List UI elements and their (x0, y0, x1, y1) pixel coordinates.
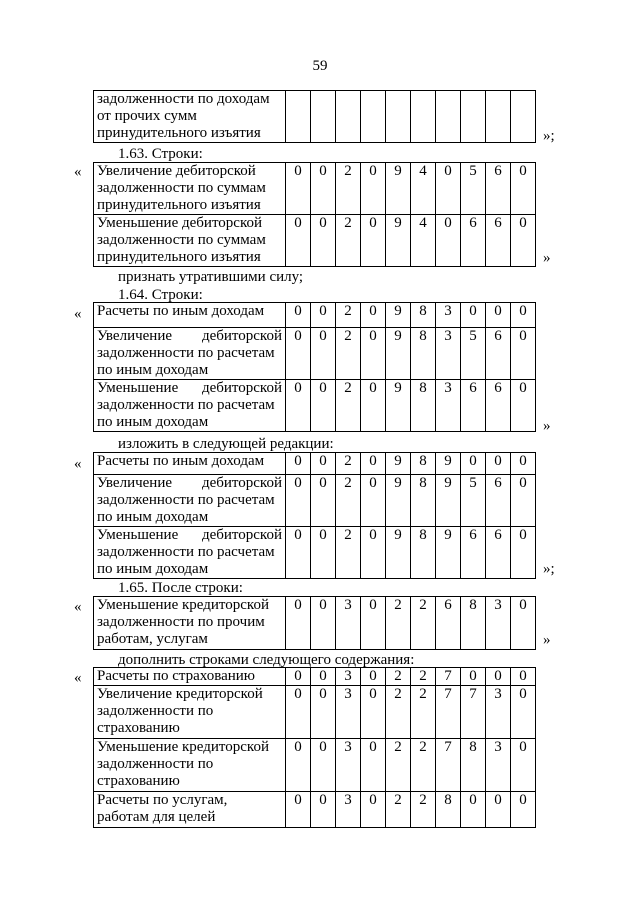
codes-table-1-63 (93, 162, 536, 267)
code-digit (461, 91, 486, 143)
row-name-line: Увеличение дебиторской (97, 328, 282, 344)
row-name-line: задолженности по прочим (97, 614, 265, 630)
row-name-line: принудительного изъятия (97, 125, 261, 141)
row-name-line: страхованию (97, 720, 180, 736)
code-digit: 0 (361, 686, 386, 739)
code-digit: 2 (386, 686, 411, 739)
row-name (94, 527, 286, 579)
code-digit: 0 (286, 686, 311, 739)
code-digit: 8 (411, 328, 436, 380)
code-digit: 0 (286, 453, 311, 475)
open-quote: « (74, 456, 82, 472)
row-name-line: принудительного изъятия (97, 249, 261, 265)
code-digit: 0 (461, 453, 486, 475)
table-row (94, 91, 536, 143)
section-heading: 1.65. После строки: (118, 580, 243, 596)
code-digit: 4 (411, 215, 436, 267)
code-digit: 0 (311, 668, 336, 686)
code-digit: 0 (511, 597, 536, 650)
code-digit: 2 (336, 303, 361, 328)
code-digit: 0 (511, 328, 536, 380)
row-name-line: по иным доходам (97, 509, 209, 525)
code-digit: 5 (461, 475, 486, 527)
code-digit: 0 (311, 739, 336, 792)
code-digit: 0 (511, 453, 536, 475)
code-digit: 0 (361, 453, 386, 475)
code-digit: 0 (311, 215, 336, 267)
code-digit: 8 (411, 303, 436, 328)
code-digit: 9 (386, 163, 411, 215)
code-digit: 0 (511, 792, 536, 828)
code-digit: 0 (461, 668, 486, 686)
code-digit: 0 (286, 792, 311, 828)
row-name-line: по иным доходам (97, 362, 209, 378)
code-digit: 0 (286, 215, 311, 267)
code-digit: 3 (486, 686, 511, 739)
table-row (94, 475, 536, 527)
open-quote: « (74, 306, 82, 322)
table-row (94, 163, 536, 215)
code-digit: 4 (411, 163, 436, 215)
code-digit: 0 (511, 739, 536, 792)
code-digit: 3 (336, 686, 361, 739)
code-digit: 0 (311, 303, 336, 328)
code-digit: 3 (336, 792, 361, 828)
code-digit (311, 91, 336, 143)
codes-table-1-64 (93, 302, 536, 432)
code-digit: 0 (361, 215, 386, 267)
code-digit: 8 (461, 597, 486, 650)
code-digit: 6 (486, 163, 511, 215)
code-digit: 8 (411, 527, 436, 579)
section-heading: изложить в следующей редакции: (118, 436, 334, 452)
code-digit: 2 (411, 686, 436, 739)
close-quote: » (543, 632, 551, 648)
section-heading: 1.63. Строки: (118, 146, 203, 162)
table-row (94, 303, 536, 328)
code-digit: 3 (336, 597, 361, 650)
row-name-line: по иным доходам (97, 414, 209, 430)
code-digit: 0 (311, 527, 336, 579)
code-digit: 2 (411, 668, 436, 686)
row-name-line: Уменьшение дебиторской (97, 380, 282, 396)
row-name-line: страхованию (97, 773, 180, 789)
code-digit: 2 (336, 328, 361, 380)
table-row (94, 792, 536, 828)
code-digit: 2 (386, 597, 411, 650)
code-digit: 8 (461, 739, 486, 792)
code-digit: 6 (486, 215, 511, 267)
row-name (94, 668, 286, 686)
row-name-line: Уменьшение кредиторской (97, 597, 269, 613)
code-digit: 0 (311, 328, 336, 380)
code-digit: 0 (286, 597, 311, 650)
row-name (94, 215, 286, 267)
code-digit: 3 (336, 668, 361, 686)
code-digit: 0 (286, 328, 311, 380)
table-row (94, 380, 536, 432)
table-row (94, 527, 536, 579)
row-name-line: от прочих сумм (97, 108, 197, 124)
table-row (94, 215, 536, 267)
row-name-line: Уменьшение дебиторской (97, 527, 282, 543)
code-digit: 2 (336, 163, 361, 215)
row-name-line: задолженности по (97, 703, 214, 719)
code-digit: 3 (486, 739, 511, 792)
code-digit: 6 (436, 597, 461, 650)
row-name-line: задолженности по суммам (97, 180, 266, 196)
code-digit: 6 (486, 328, 511, 380)
code-digit: 9 (386, 328, 411, 380)
code-digit: 3 (486, 597, 511, 650)
code-digit: 0 (486, 303, 511, 328)
code-digit: 2 (386, 739, 411, 792)
code-digit: 9 (386, 303, 411, 328)
row-name (94, 303, 286, 328)
code-digit: 2 (336, 475, 361, 527)
code-digit: 9 (436, 475, 461, 527)
code-digit: 7 (436, 686, 461, 739)
section-heading: 1.64. Строки: (118, 287, 203, 303)
table-row (94, 328, 536, 380)
row-name-line: задолженности по расчетам (97, 544, 275, 560)
row-name-line: принудительного изъятия (97, 197, 261, 213)
code-digit: 0 (461, 303, 486, 328)
code-digit: 0 (311, 163, 336, 215)
codes-table-new-wording (93, 452, 536, 579)
row-name (94, 739, 286, 792)
code-digit: 0 (286, 303, 311, 328)
code-digit (411, 91, 436, 143)
code-digit: 0 (486, 668, 511, 686)
close-quote: » (543, 250, 551, 266)
code-digit: 2 (336, 380, 361, 432)
code-digit: 0 (486, 792, 511, 828)
code-digit: 2 (336, 215, 361, 267)
instruction-text: признать утратившими силу; (118, 269, 304, 285)
row-name (94, 380, 286, 432)
row-name-line: работам для целей (97, 809, 216, 825)
row-name-line: Увеличение дебиторской (97, 475, 282, 491)
section-heading: дополнить строками следующего содержания: (118, 652, 415, 668)
codes-table-continuation (93, 90, 536, 143)
code-digit: 9 (386, 527, 411, 579)
code-digit: 8 (411, 380, 436, 432)
code-digit: 7 (436, 668, 461, 686)
open-quote: « (74, 599, 82, 615)
code-digit: 0 (461, 792, 486, 828)
row-name (94, 91, 286, 143)
code-digit: 0 (361, 792, 386, 828)
code-digit: 6 (461, 215, 486, 267)
code-digit: 0 (311, 453, 336, 475)
row-name (94, 453, 286, 475)
code-digit: 0 (311, 597, 336, 650)
code-digit: 9 (386, 453, 411, 475)
table-row (94, 686, 536, 739)
code-digit: 9 (436, 453, 461, 475)
code-digit: 2 (411, 792, 436, 828)
code-digit (436, 91, 461, 143)
row-name-line: Уменьшение кредиторской (97, 739, 269, 755)
code-digit: 0 (286, 668, 311, 686)
row-name (94, 792, 286, 828)
code-digit: 0 (361, 597, 386, 650)
code-digit: 2 (386, 668, 411, 686)
code-digit: 6 (461, 380, 486, 432)
row-name (94, 475, 286, 527)
code-digit (511, 91, 536, 143)
code-digit (286, 91, 311, 143)
row-name (94, 597, 286, 650)
code-digit: 3 (436, 328, 461, 380)
row-name-line: Расчеты по иным доходам (97, 303, 265, 319)
code-digit: 0 (361, 163, 386, 215)
row-name-line: задолженности по расчетам (97, 345, 275, 361)
table-row (94, 453, 536, 475)
code-digit (486, 91, 511, 143)
code-digit: 0 (311, 380, 336, 432)
code-digit: 8 (411, 475, 436, 527)
code-digit: 0 (286, 475, 311, 527)
row-name-line: Расчеты по страхованию (97, 668, 256, 684)
row-name (94, 686, 286, 739)
code-digit: 6 (461, 527, 486, 579)
code-digit: 3 (436, 380, 461, 432)
code-digit: 0 (361, 527, 386, 579)
row-name-line: работам, услугам (97, 631, 208, 647)
code-digit: 0 (286, 380, 311, 432)
code-digit: 9 (386, 380, 411, 432)
code-digit: 0 (361, 303, 386, 328)
row-name-line: задолженности по (97, 756, 214, 772)
table-row (94, 597, 536, 650)
code-digit: 0 (436, 163, 461, 215)
row-name-line: Расчеты по иным доходам (97, 453, 265, 469)
codes-table-additions (93, 667, 536, 828)
code-digit: 0 (511, 215, 536, 267)
code-digit: 9 (386, 215, 411, 267)
code-digit: 6 (486, 527, 511, 579)
page-number: 59 (312, 58, 328, 74)
code-digit: 7 (461, 686, 486, 739)
code-digit: 9 (386, 475, 411, 527)
close-quote: »; (543, 561, 555, 577)
row-name-line: задолженности по доходам (97, 91, 270, 107)
code-digit: 3 (336, 739, 361, 792)
code-digit: 5 (461, 328, 486, 380)
code-digit: 2 (411, 597, 436, 650)
code-digit: 0 (286, 527, 311, 579)
code-digit: 2 (386, 792, 411, 828)
code-digit (361, 91, 386, 143)
code-digit: 0 (511, 303, 536, 328)
code-digit: 6 (486, 475, 511, 527)
code-digit: 0 (511, 380, 536, 432)
code-digit: 0 (511, 163, 536, 215)
code-digit: 3 (436, 303, 461, 328)
row-name-line: Расчеты по услугам, (97, 792, 228, 808)
open-quote: « (74, 164, 82, 180)
code-digit: 6 (486, 380, 511, 432)
code-digit: 9 (436, 527, 461, 579)
code-digit: 0 (436, 215, 461, 267)
code-digit: 0 (361, 380, 386, 432)
row-name-line: Увеличение дебиторской (97, 163, 256, 179)
row-name (94, 328, 286, 380)
code-digit: 0 (511, 475, 536, 527)
row-name-line: по иным доходам (97, 561, 209, 577)
code-digit: 8 (436, 792, 461, 828)
row-name-line: задолженности по суммам (97, 232, 266, 248)
codes-table-1-65 (93, 596, 536, 650)
code-digit: 0 (511, 686, 536, 739)
code-digit: 0 (511, 527, 536, 579)
close-quote: » (543, 418, 551, 434)
table-row (94, 668, 536, 686)
code-digit: 8 (411, 453, 436, 475)
code-digit: 2 (336, 527, 361, 579)
code-digit: 2 (411, 739, 436, 792)
code-digit: 0 (311, 475, 336, 527)
code-digit: 2 (336, 453, 361, 475)
code-digit: 0 (311, 686, 336, 739)
row-name-line: задолженности по расчетам (97, 397, 275, 413)
row-name-line: Увеличение кредиторской (97, 686, 263, 702)
code-digit: 0 (311, 792, 336, 828)
code-digit (336, 91, 361, 143)
code-digit: 0 (361, 739, 386, 792)
table-row (94, 739, 536, 792)
code-digit: 0 (486, 453, 511, 475)
open-quote: « (74, 670, 82, 686)
code-digit: 0 (361, 328, 386, 380)
code-digit (386, 91, 411, 143)
code-digit: 0 (286, 739, 311, 792)
row-name (94, 163, 286, 215)
code-digit: 0 (361, 668, 386, 686)
row-name-line: Уменьшение дебиторской (97, 215, 263, 231)
code-digit: 0 (286, 163, 311, 215)
code-digit: 0 (511, 668, 536, 686)
code-digit: 0 (361, 475, 386, 527)
code-digit: 5 (461, 163, 486, 215)
close-quote: »; (543, 128, 555, 144)
row-name-line: задолженности по расчетам (97, 492, 275, 508)
code-digit: 7 (436, 739, 461, 792)
